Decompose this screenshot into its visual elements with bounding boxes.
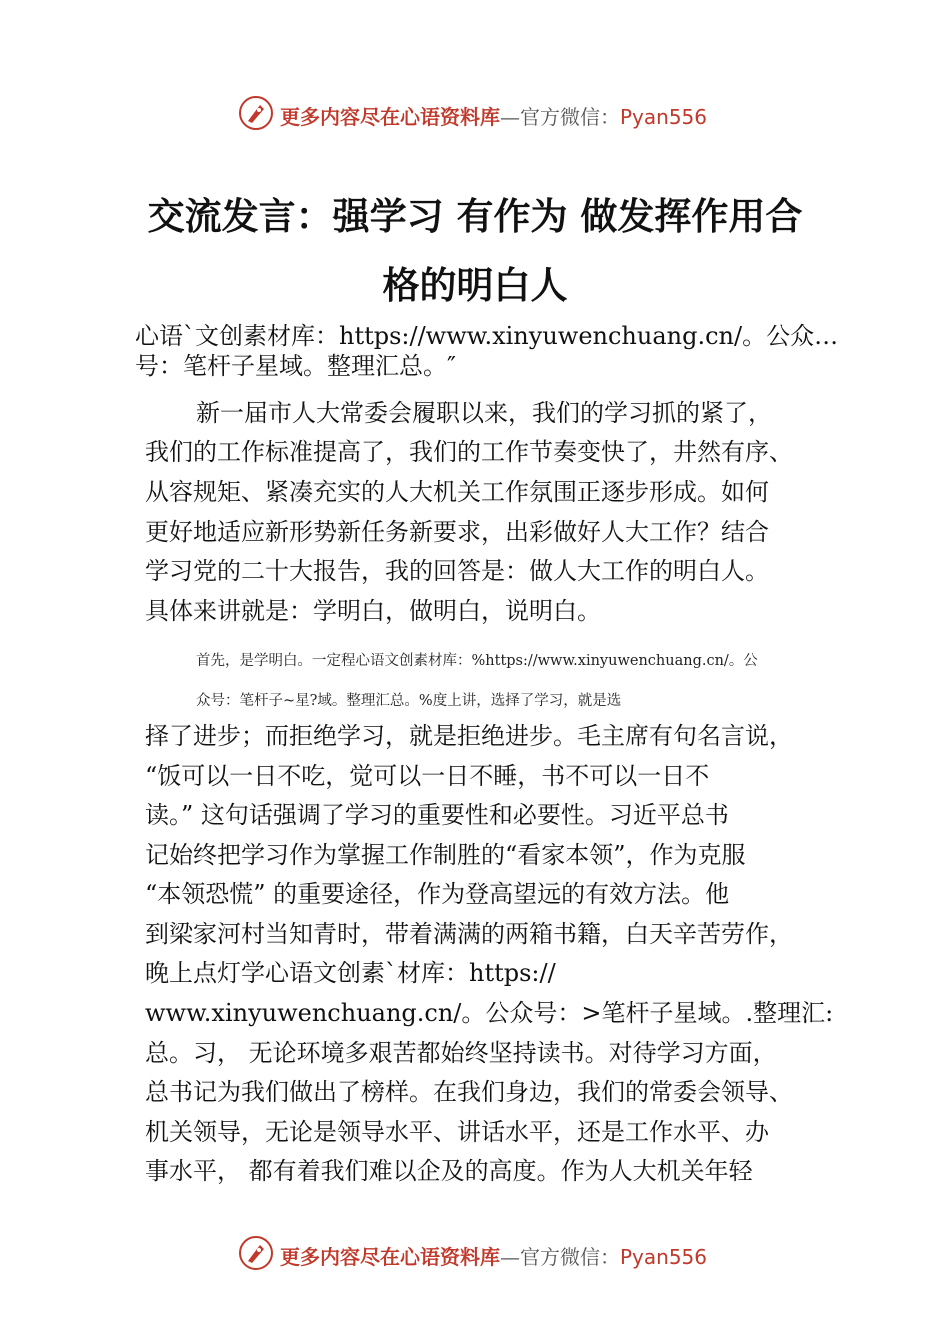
paragraph-line: 我们的工作标准提高了，我们的工作节奏变快了，井然有序、 xyxy=(145,438,793,466)
paragraph-line: 记始终把学习作为掌握工作制胜的“看家本领”，作为克服 xyxy=(145,841,746,869)
paragraph-line: 更好地适应新形势新任务新要求，出彩做好人大工作？结合 xyxy=(145,518,769,546)
paragraph-line: 总书记为我们做出了榜样。在我们身边，我们的常委会领导、 xyxy=(145,1078,793,1106)
banner-wechat-label: 官方微信： xyxy=(520,105,620,129)
banner-account: Pyan556 xyxy=(620,1245,708,1269)
source-note-line: 号：笔杆子星域。整理汇总。″ xyxy=(135,352,456,380)
pen-nib-logo-icon xyxy=(238,95,274,131)
paragraph-line: 具体来讲就是：学明白，做明白，说明白。 xyxy=(145,597,601,625)
paragraph-line: 机关领导，无论是领导水平、讲话水平，还是工作水平、办 xyxy=(145,1118,769,1146)
paragraph-line: 读。” 这句话强调了学习的重要性和必要性。习近平总书 xyxy=(145,801,729,829)
banner-account: Pyan556 xyxy=(620,105,708,129)
banner-text xyxy=(280,1241,707,1270)
banner-text xyxy=(280,101,707,130)
paragraph-line: 学习党的二十大报告，我的回答是：做人大工作的明白人。 xyxy=(145,557,769,585)
paragraph-line: 晚上点灯学心语文创素`材库：https:// xyxy=(145,959,556,987)
document-title-line-2: 格的明白人 xyxy=(382,264,568,307)
small-note-line: 众号：笔杆子~星?域。整理汇总。%度上讲，选择了学习，就是选 xyxy=(196,693,622,709)
source-note-line: 心语`文创素材库：https://www.xinyuwenchuang.cn/。公众… xyxy=(135,322,839,350)
paragraph-line: 从容规矩、紧凑充实的人大机关工作氛围正逐步形成。如何 xyxy=(145,478,769,506)
document-title-line-1: 交流发言：强学习 有作为 做发挥作用合 xyxy=(147,195,803,238)
pen-nib-logo-icon xyxy=(238,1235,274,1271)
paragraph-line: www.xinyuwenchuang.cn/。公众号：>笔杆子星域。.整理汇: xyxy=(145,999,834,1027)
banner-dash: — xyxy=(500,1245,520,1269)
banner-site: 更多内容尽在心语资料库 xyxy=(280,1245,500,1269)
paragraph-line: “本领恐慌” 的重要途径，作为登高望远的有效方法。他 xyxy=(145,880,730,908)
paragraph-line: 择了进步；而拒绝学习，就是拒绝进步。毛主席有句名言说， xyxy=(145,722,793,750)
header-banner xyxy=(0,93,950,133)
paragraph-line: 到梁家河村当知青时，带着满满的两箱书籍，白天辛苦劳作， xyxy=(145,920,793,948)
banner-dash: — xyxy=(500,105,520,129)
footer-banner xyxy=(0,1233,950,1273)
paragraph-line: “饭可以一日不吃，觉可以一日不睡，书不可以一日不 xyxy=(145,762,710,790)
banner-wechat-label: 官方微信： xyxy=(520,1245,620,1269)
small-note-line: 首先，是学明白。一定程心语文创素材库：%https://www.xinyuwenchuang.cn/。公 xyxy=(196,653,758,669)
paragraph-line: 新一届市人大常委会履职以来，我们的学习抓的紧了， xyxy=(196,399,772,427)
paragraph-line: 事水平， 都有着我们难以企及的高度。作为人大机关年轻 xyxy=(145,1157,753,1185)
banner-site: 更多内容尽在心语资料库 xyxy=(280,105,500,129)
paragraph-line: 总。习， 无论环境多艰苦都始终坚持读书。对待学习方面， xyxy=(145,1039,777,1067)
